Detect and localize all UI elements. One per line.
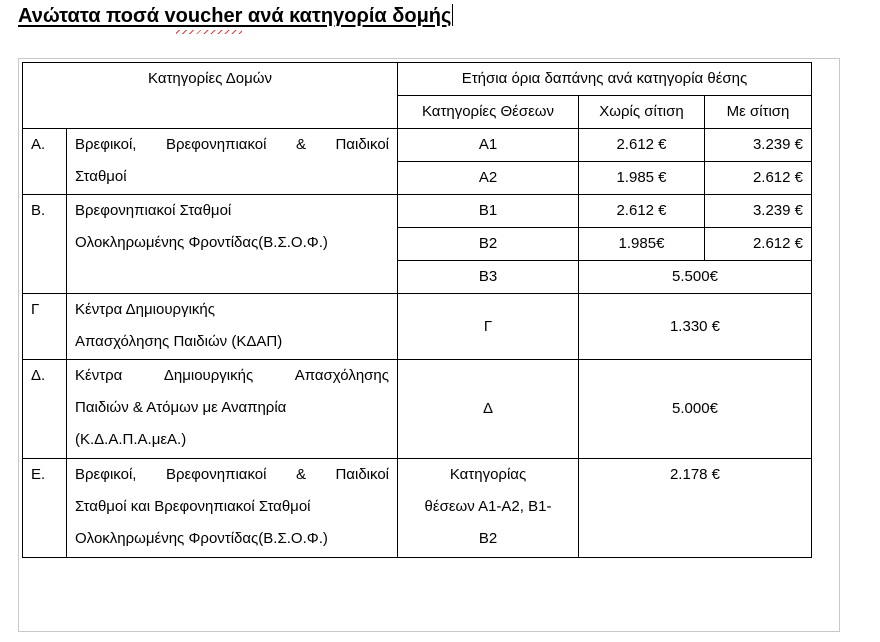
voucher-table xyxy=(22,62,812,558)
description-line: Βρεφονηπιακοί Σταθμοί xyxy=(75,202,232,219)
description-line: Κέντρα Δημιουργικής xyxy=(75,301,215,318)
group-letter: Β. xyxy=(23,195,67,294)
text-cursor xyxy=(452,4,453,26)
document-title: Ανώτατα ποσά voucher ανά κατηγορία δομής xyxy=(18,5,452,27)
position-category: Δ xyxy=(398,360,579,459)
description-line: Κέντρα Δημιουργικής Απασχόλησης xyxy=(75,367,389,384)
description-line: Ολοκληρωμένης Φροντίδας(Β.Σ.Ο.Φ.) xyxy=(75,234,328,251)
group-description xyxy=(67,360,398,459)
amount-flat: 2.178 € xyxy=(579,459,812,558)
table-row xyxy=(23,294,812,360)
header-without-meals: Χωρίς σίτιση xyxy=(579,96,705,129)
description-line: Σταθμοί xyxy=(75,168,127,185)
header-with-meals: Με σίτιση xyxy=(705,96,812,129)
amount-flat: 5.500€ xyxy=(579,261,812,294)
amount-without-meals: 1.985€ xyxy=(579,228,705,261)
amount-with-meals: 2.612 € xyxy=(705,228,812,261)
position-category: Γ xyxy=(398,294,579,360)
group-letter: Γ xyxy=(23,294,67,360)
table-row xyxy=(23,360,812,459)
category-line: Κατηγορίας xyxy=(449,466,527,483)
group-description xyxy=(67,195,398,294)
description-line: Απασχόλησης Παιδιών (ΚΔΑΠ) xyxy=(75,333,283,350)
group-letter: Δ. xyxy=(23,360,67,459)
description-line: Σταθμοί και Βρεφονηπιακοί Σταθμοί xyxy=(75,498,311,515)
description-line: (Κ.Δ.Α.Π.Α.μεΑ.) xyxy=(75,431,187,448)
amount-without-meals: 2.612 € xyxy=(579,195,705,228)
category-line: Β2 xyxy=(478,530,498,547)
group-description xyxy=(67,129,398,195)
table-row xyxy=(23,129,812,162)
amount-without-meals: 1.985 € xyxy=(579,162,705,195)
amount-with-meals: 2.612 € xyxy=(705,162,812,195)
position-category: Β3 xyxy=(398,261,579,294)
amount-without-meals: 2.612 € xyxy=(579,129,705,162)
description-line: Βρεφικοί, Βρεφονηπιακοί & Παιδικοί xyxy=(75,136,389,153)
position-category xyxy=(398,459,579,558)
position-category: Α2 xyxy=(398,162,579,195)
position-category: Β1 xyxy=(398,195,579,228)
position-category: Β2 xyxy=(398,228,579,261)
spellcheck-underline xyxy=(176,30,242,34)
description-line: Παιδιών & Ατόμων με Αναπηρία xyxy=(75,399,287,416)
amount-flat: 1.330 € xyxy=(579,294,812,360)
category-line: θέσεων Α1-Α2, Β1- xyxy=(424,498,552,515)
header-structures: Κατηγορίες Δομών xyxy=(23,63,398,129)
table-row xyxy=(23,459,812,558)
table-row xyxy=(23,195,812,228)
position-category: Α1 xyxy=(398,129,579,162)
header-row xyxy=(23,63,812,96)
group-description xyxy=(67,459,398,558)
group-letter: Α. xyxy=(23,129,67,195)
amount-flat: 5.000€ xyxy=(579,360,812,459)
header-position-categories: Κατηγορίες Θέσεων xyxy=(398,96,579,129)
group-letter: Ε. xyxy=(23,459,67,558)
group-description xyxy=(67,294,398,360)
header-limits: Ετήσια όρια δαπάνης ανά κατηγορία θέσης xyxy=(398,63,812,96)
amount-with-meals: 3.239 € xyxy=(705,195,812,228)
description-line: Βρεφικοί, Βρεφονηπιακοί & Παιδικοί xyxy=(75,466,389,483)
amount-with-meals: 3.239 € xyxy=(705,129,812,162)
description-line: Ολοκληρωμένης Φροντίδας(Β.Σ.Ο.Φ.) xyxy=(75,530,328,547)
